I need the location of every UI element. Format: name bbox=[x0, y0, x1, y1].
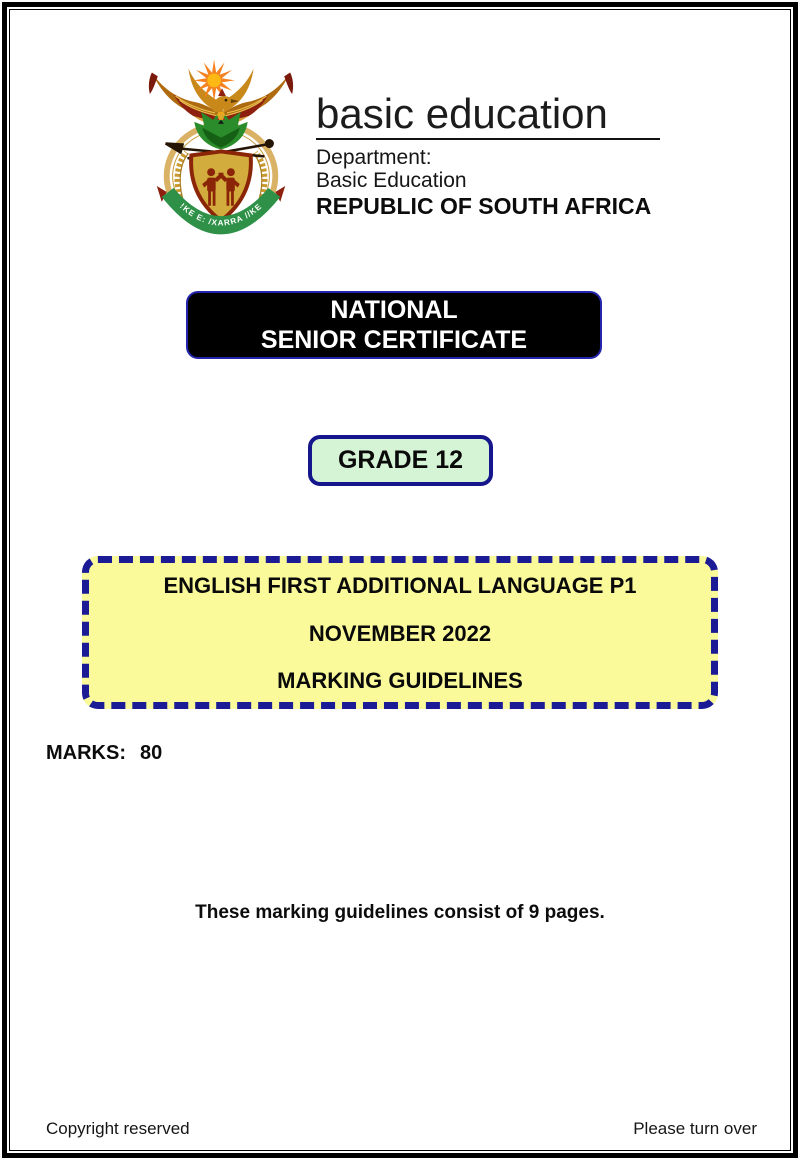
department-label: Department: bbox=[316, 146, 432, 169]
exam-doc-type: MARKING GUIDELINES bbox=[277, 668, 523, 693]
exam-subject-title: ENGLISH FIRST ADDITIONAL LANGUAGE P1 bbox=[163, 573, 637, 598]
department-block bbox=[316, 146, 651, 219]
marks-line bbox=[46, 742, 162, 765]
exam-session: NOVEMBER 2022 bbox=[308, 620, 492, 646]
certificate-line-2: SENIOR CERTIFICATE bbox=[260, 326, 528, 354]
exam-title-box bbox=[82, 556, 718, 709]
brand-divider bbox=[316, 138, 660, 140]
footer-copyright: Copyright reserved bbox=[46, 1119, 190, 1138]
coat-of-arms-icon bbox=[142, 56, 300, 240]
page-count-notice: These marking guidelines consist of 9 pages. bbox=[195, 902, 605, 923]
country-name: REPUBLIC OF SOUTH AFRICA bbox=[316, 193, 652, 219]
brand-wordmark: basic education bbox=[316, 90, 608, 137]
footer-turn-over: Please turn over bbox=[633, 1119, 757, 1138]
department-name: Basic Education bbox=[316, 169, 467, 192]
marks-value: 80 bbox=[140, 742, 163, 764]
certificate-line-1: NATIONAL bbox=[330, 296, 458, 324]
grade-badge: GRADE 12 bbox=[308, 435, 493, 486]
marks-label: MARKS: bbox=[46, 742, 126, 764]
page-footer bbox=[46, 1119, 757, 1139]
coat-of-arms-motto: !KE E: /XARRA //KE bbox=[178, 201, 264, 228]
national-senior-certificate-banner bbox=[186, 291, 602, 359]
